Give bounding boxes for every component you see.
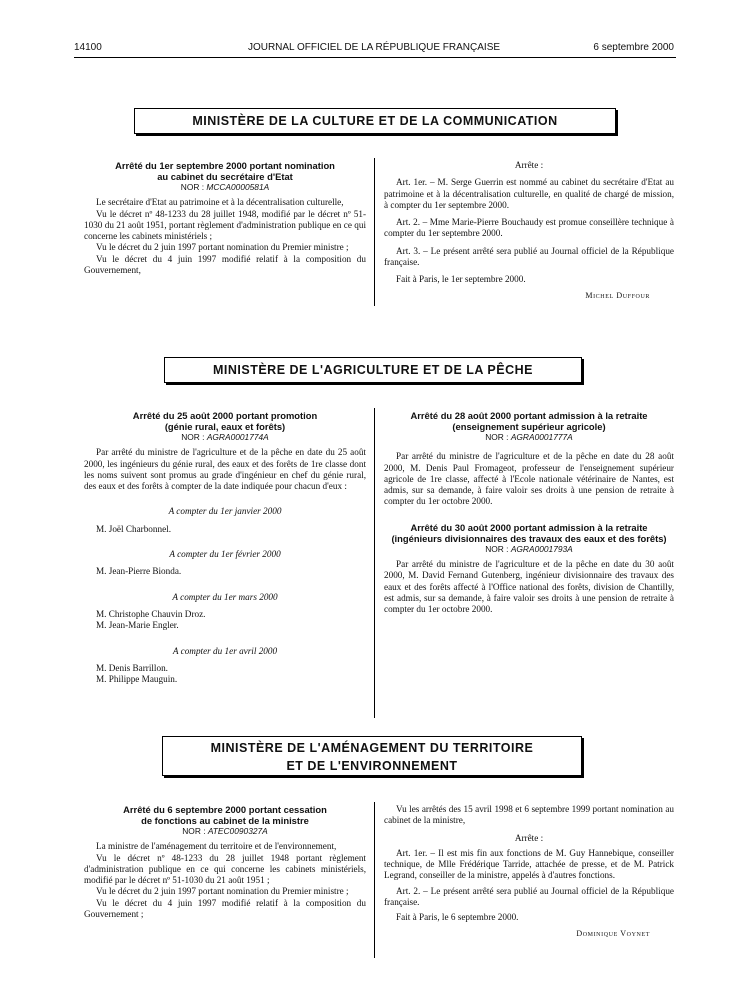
agri-arrete3-title-line2: (ingénieurs divisionnaires des travaux des eaux et des forêts) (391, 532, 667, 544)
culture-preamble: Le secrétaire d'Etat au patrimoine et à la décentralisation culturelle, (96, 197, 344, 208)
agriculture-right-column (384, 410, 674, 616)
culture-arrete-title-line2: au cabinet du secrétaire d'Etat (157, 171, 293, 182)
culture-column-divider (374, 158, 375, 306)
culture-article-2: Art. 2. – Mme Marie-Pierre Bouchaudy est promue conseillère technique à compter du 1er septembre 2000. (384, 217, 674, 239)
ministry-amenagement-line2: ET DE L'ENVIRONNEMENT (286, 759, 458, 773)
amenag-fait: Fait à Paris, le 6 septembre 2000. (396, 912, 519, 923)
agri-arrete3-body: Par arrêté du ministre de l'agriculture et de la pêche en date du 30 août 2000, M. David Fernand Gutenberg, ingénieur divisionnaire des travaux des eaux et des forêts affecté à l'Office national des forêts, division de Chantilly, est admis, sur sa demande, à faire valoir ses droits à une pension de retraite à compter du 1er octobre 2000. (384, 559, 674, 615)
amenagement-left-column (84, 804, 366, 920)
agri-arrete1-body: Par arrêté du ministre de l'agriculture et de la pêche en date du 25 août 2000, les ingénieurs du génie rural, des eaux et des forêts de 1re classe dont les noms suivent sont promus au grade d'ingénieur en chef du génie rural, des eaux et des forêts à compter de la date indiquée pour chacun d'eux : (84, 447, 366, 492)
ministry-agriculture-heading: MINISTÈRE DE L'AGRICULTURE ET DE LA PÊCHE (164, 357, 582, 383)
amenag-arrete-label: Arrête : (514, 832, 544, 843)
agri-arrete2-title-line2: (enseignement supérieur agricole) (452, 421, 606, 432)
culture-visa-3: Vu le décret du 4 juin 1997 modifié relatif à la composition du Gouvernement, (84, 253, 366, 276)
culture-right-column (384, 160, 674, 301)
agri-arrete2-nor: NOR : AGRA0001777A (485, 432, 573, 442)
agri-name-3a: M. Christophe Chauvin Droz. (96, 608, 206, 619)
ministry-culture-heading: MINISTÈRE DE LA CULTURE ET DE LA COMMUNICATION (134, 108, 616, 134)
culture-nor: NOR : MCCA0000581A (180, 182, 270, 192)
agri-date-2: A compter du 1er février 2000 (169, 549, 281, 560)
amenag-visa-4: Vu les arrêtés des 15 avril 1998 et 6 septembre 1999 portant nomination au cabinet de la ministre, (384, 804, 674, 826)
agri-arrete1-nor: NOR : AGRA0001774A (181, 432, 269, 442)
page-number: 14100 (74, 42, 102, 53)
agriculture-column-divider (374, 408, 375, 718)
culture-article-1: Art. 1er. – M. Serge Guerrin est nommé au cabinet du secrétaire d'Etat au patrimoine et à la décentralisation culturelle, en qualité de chargé de mission, à compter du 1er septembre 2000. (384, 177, 674, 210)
amenag-article-1: Art. 1er. – Il est mis fin aux fonctions de M. Guy Hannebique, conseiller technique, de Mlle Frédérique Tarride, attachée de presse, et de M. Patrick Legrand, conseiller de la ministre, appelés à d'autres fonctions. (384, 847, 674, 881)
culture-visa-2: Vu le décret du 2 juin 1997 portant nomination du Premier ministre ; (96, 242, 349, 253)
amenagement-right-column (384, 804, 674, 939)
culture-fait: Fait à Paris, le 1er septembre 2000. (396, 274, 526, 285)
ministry-amenagement-line1: MINISTÈRE DE L'AMÉNAGEMENT DU TERRITOIRE (210, 741, 534, 755)
amenag-visa-3: Vu le décret du 4 juin 1997 modifié relatif à la composition du Gouvernement ; (84, 897, 366, 920)
header-rule (74, 57, 676, 58)
issue-date: 6 septembre 2000 (593, 42, 674, 53)
culture-visa-1: Vu le décret nº 48-1233 du 28 juillet 1948, modifié par le décret nº 51-1030 du 21 août 1951, portant règlement d'administration publique en ce qui concerne les cabinets ministériels ; (84, 208, 366, 242)
culture-arrete-title-line1: Arrêté du 1er septembre 2000 portant nomination (115, 160, 335, 171)
agri-arrete3-nor: NOR : AGRA0001793A (485, 543, 573, 554)
culture-article-3: Art. 3. – Le présent arrêté sera publié au Journal officiel de la République française. (384, 245, 674, 268)
agri-date-4: A compter du 1er avril 2000 (172, 645, 278, 656)
agri-arrete2-title-line1: Arrêté du 28 août 2000 portant admission à la retraite (410, 410, 648, 421)
agri-date-3: A compter du 1er mars 2000 (172, 591, 278, 602)
culture-signature: Michel Duffour (585, 290, 650, 300)
agri-date-1: A compter du 1er janvier 2000 (168, 506, 282, 517)
culture-arrete-label: Arrête : (514, 160, 544, 170)
agri-arrete2-body: Par arrêté du ministre de l'agriculture et de la pêche en date du 28 août 2000, M. Denis Paul Fromageot, professeur de l'enseignement supérieur agricole de 1re classe, affecté à l'Ecole nationale vétérinaire de Nantes, est admis, sur sa demande, à faire valoir ses droits à une pension de retraite à compter du 1er octobre 2000. (384, 451, 674, 507)
running-header (74, 42, 674, 56)
agri-name-2: M. Jean-Pierre Bionda. (96, 566, 182, 577)
amenagement-column-divider (374, 802, 375, 958)
agri-arrete1-title-line1: Arrêté du 25 août 2000 portant promotion (132, 410, 318, 421)
agri-name-4b: M. Philippe Mauguin. (96, 674, 178, 685)
agriculture-left-column (84, 410, 366, 685)
agri-arrete1-title-line2: (génie rural, eaux et forêts) (164, 421, 286, 432)
amenag-arrete-title-line1: Arrêté du 6 septembre 2000 portant cessation (123, 804, 327, 815)
amenag-preamble: La ministre de l'aménagement du territoire et de l'environnement, (96, 841, 337, 852)
culture-left-column (84, 160, 366, 276)
amenag-arrete-title-line2: de fonctions au cabinet de la ministre (141, 815, 309, 826)
amenag-nor: NOR : ATEC0090327A (182, 826, 268, 836)
amenag-visa-1: Vu le décret nº 48-1233 du 28 juillet 1948 portant règlement d'administration publique en ce qui concerne les cabinets ministériels, modifié par le décret nº 51-1030 du 21 août 1951 ; (84, 852, 366, 886)
amenag-article-2: Art. 2. – Le présent arrêté sera publié au Journal officiel de la République française. (384, 885, 674, 908)
agri-name-3b: M. Jean-Marie Engler. (96, 620, 179, 631)
amenag-signature: Dominique Voynet (576, 928, 650, 938)
journal-title: JOURNAL OFFICIEL DE LA RÉPUBLIQUE FRANÇAISE (247, 42, 501, 53)
agri-arrete3-title-line1: Arrêté du 30 août 2000 portant admission à la retraite (410, 521, 648, 533)
agri-name-1: M. Joël Charbonnel. (96, 523, 172, 534)
amenag-visa-2: Vu le décret du 2 juin 1997 portant nomination du Premier ministre ; (96, 886, 349, 897)
ministry-amenagement-heading (162, 736, 582, 776)
agri-name-4a: M. Denis Barrillon. (96, 662, 168, 673)
